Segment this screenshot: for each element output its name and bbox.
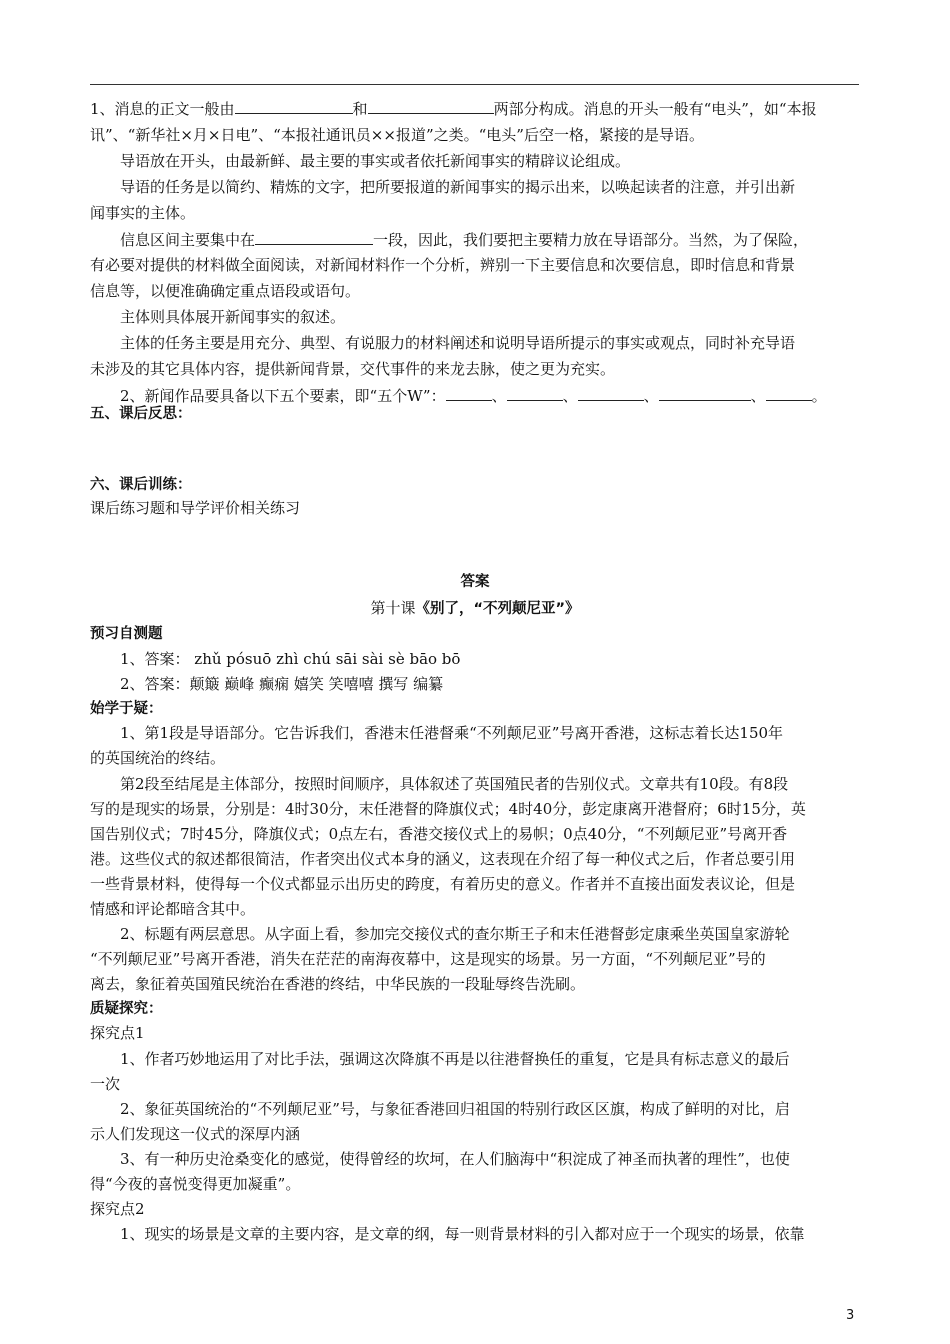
section-heading-preview: 预习自测题: [90, 626, 163, 642]
text-line: 一次: [90, 1075, 121, 1093]
text-line: 3、有一种历史沧桑变化的感觉，使得曾经的坎坷，在人们脑海中“积淀成了神圣而执著的理性”，也使: [120, 1150, 790, 1168]
text-line: 国告别仪式；7时45分，降旗仪式；0点左右，香港交接仪式上的易帜；0点40分，“不列颠尼亚”号离开香: [90, 825, 788, 843]
fill-blank: [446, 383, 492, 401]
text-line: 闻事实的主体。: [90, 204, 196, 222]
text-line: 2、象征英国统治的“不列颠尼亚”号，与象征香港回归祖国的特别行政区区旗，构成了鲜明的对比，启: [120, 1100, 790, 1118]
text-line: 主体的任务主要是用充分、典型、有说服力的材料阐述和说明导语所提示的事实或观点，同时补充导语: [120, 334, 796, 352]
text-line: 有必要对提供的材料做全面阅读，对新闻材料作一个分析，辨别一下主要信息和次要信息，即时信息和背景: [90, 256, 796, 274]
text-line: 情感和评论都暗含其中。: [90, 900, 256, 918]
text-line: 1、答案： zhǔ pósuō zhì chú sāi sài sè bāo bō: [120, 650, 461, 668]
text-line: 1、消息的正文一般由 和 两部分构成。消息的开头一般有“电头”，如“本报: [90, 96, 860, 120]
text-line: 的英国统治的终结。: [90, 749, 226, 767]
fill-blank: [235, 96, 353, 114]
section-heading-reflection: 五、课后反思：: [90, 406, 192, 422]
text-line: 写的是现实的场景，分别是：4时30分，末任港督的降旗仪式；4时40分，彭定康离开港督府；6时15分，英: [90, 800, 806, 818]
section-heading-start: 始学于疑：: [90, 701, 163, 717]
text-line: 信息等，以便准确确定重点语段或语句。: [90, 282, 361, 300]
text-line: 信息区间主要集中在 一段，因此，我们要把主要精力放在导语部分。当然，为了保险，: [120, 227, 860, 251]
text-line: 1、作者巧妙地运用了对比手法，强调这次降旗不再是以往港督换任的重复，它是具有标志意义的最后: [120, 1050, 790, 1068]
fill-blank: [368, 96, 494, 114]
section-heading-training: 六、课后训练：: [90, 477, 192, 493]
fill-blank: [659, 383, 751, 401]
text-line: 主体则具体展开新闻事实的叙述。: [120, 308, 346, 326]
fill-blank: [578, 383, 644, 401]
text-line: “不列颠尼亚”号离开香港，消失在茫茫的南海夜幕中，这是现实的场景。另一方面，“不列颠尼亚”号的: [90, 950, 766, 968]
text-line: 一些背景材料，使得每一个仪式都显示出历史的跨度，有着历史的意义。作者并不直接出面发表议论，但是: [90, 875, 796, 893]
text-line: 未涉及的其它具体内容，提供新闻背景，交代事件的来龙去脉，使之更为充实。: [90, 360, 616, 378]
page-number: 3: [846, 1308, 855, 1323]
fill-blank: [255, 227, 373, 245]
fill-blank: [507, 383, 563, 401]
text-line: 讯”、“新华社×月×日电”、“本报社通讯员××报道”之类。“电头”后空一格，紧接的是导语。: [90, 126, 704, 144]
fill-blank: [766, 383, 812, 401]
text-line: 2、新闻作品要具备以下五个要素，即“五个W”： 、 、 、 、 。: [120, 383, 860, 407]
text-line: 导语的任务是以简约、精炼的文字，把所要报道的新闻事实的揭示出来，以唤起读者的注意，并引出新: [120, 178, 796, 196]
text-line: 导语放在开头，由最新鲜、最主要的事实或者依托新闻事实的精辟议论组成。: [120, 152, 631, 170]
text-line: 第2段至结尾是主体部分，按照时间顺序，具体叙述了英国殖民者的告别仪式。文章共有10段。有8段: [120, 775, 789, 793]
section-heading-query: 质疑探究：: [90, 1001, 163, 1017]
answer-subtitle: 第十课《别了，“不列颠尼亚”》: [370, 599, 580, 617]
text-line: 课后练习题和导学评价相关练习: [90, 499, 301, 517]
answer-title: 答案: [460, 574, 490, 590]
subheading-point-1: 探究点1: [90, 1024, 145, 1042]
text-line: 示人们发现这一仪式的深厚内涵: [90, 1125, 301, 1143]
text-line: 离去，象征着英国殖民统治在香港的终结，中华民族的一段耻辱终告洗刷。: [90, 975, 586, 993]
text-line: 1、现实的场景是文章的主要内容，是文章的纲，每一则背景材料的引入都对应于一个现实的场景，依靠: [120, 1225, 805, 1243]
header-rule: [90, 84, 859, 85]
text-line: 港。这些仪式的叙述都很简洁，作者突出仪式本身的涵义，这表现在介绍了每一种仪式之后，作者总要引用: [90, 850, 796, 868]
text-line: 2、答案：颠簸 巅峰 癫痫 嬉笑 笑嘻嘻 撰写 编纂: [120, 675, 444, 693]
text-line: 得“今夜的喜悦变得更加凝重”。: [90, 1175, 301, 1193]
text-line: 2、标题有两层意思。从字面上看，参加完交接仪式的查尔斯王子和末任港督彭定康乘坐英国皇家游轮: [120, 925, 790, 943]
text-line: 1、第1段是导语部分。它告诉我们，香港末任港督乘“不列颠尼亚”号离开香港，这标志着长达150年: [120, 724, 784, 742]
subheading-point-2: 探究点2: [90, 1200, 145, 1218]
